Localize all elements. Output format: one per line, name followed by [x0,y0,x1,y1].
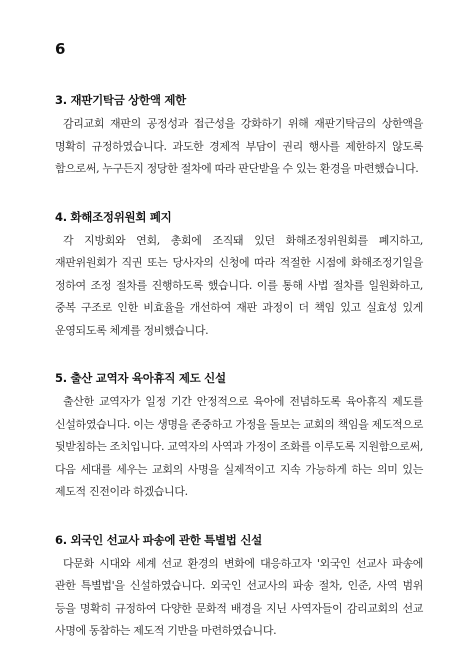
section-deposit-limit [55,92,423,181]
section-body: 다문화 시대와 세계 선교 환경의 변화에 대응하고자 '외국인 선교사 파송에 관한 특별법'을 신설하였습니다. 외국인 선교사의 파송 절차, 인준, 사역 범위 등을 명확히 규정하여 다양한 문화적 배경을 지닌 사역자들이 감리교회의 선교 사명에 동참하는 제도적 기반을 마련하였습니다. [55,556,423,637]
section-body: 각 지방회와 연회, 총회에 조직돼 있던 화해조정위원회를 폐지하고, 재판위원회가 직권 또는 당사자의 신청에 따라 적절한 시점에 화해조정기일을 정하여 조정 절차를 진행하도록 했습니다. 이를 통해 사법 절차를 일원화하고, 중복 구조로 인한 비효율을 개선하여 재판 과정이 더 책임 있고 실효성 있게 운영되도록 체계를 정비했습니다. [55,233,423,337]
document-content [55,92,423,671]
section-parental-leave [55,370,423,504]
section-heading: 4. 화해조정위원회 폐지 [55,209,172,224]
page-number: 6 [55,40,66,58]
section-body: 감리교회 재판의 공정성과 접근성을 강화하기 위해 재판기탁금의 상한액을 명확히 규정하였습니다. 과도한 경제적 부담이 권리 행사를 제한하지 않도록 함으로써, 누구든지 정당한 절차에 따라 판단받을 수 있는 환경을 마련했습니다. [55,117,423,175]
section-heading: 5. 출산 교역자 육아휴직 제도 신설 [55,371,226,385]
section-foreign-missionary-law [55,532,423,643]
section-body: 출산한 교역자가 일정 기간 안정적으로 육아에 전념하도록 육아휴직 제도를 신설하였습니다. 이는 생명을 존중하고 가정을 돌보는 교회의 책임을 제도적으로 뒷받침하는 조치입니다. 교역자의 사역과 가정이 조화를 이루도록 지원함으로써, 다음 세대를 세우는 교회의 사명을 실제적이고 지속 가능하게 하는 의미 있는 제도적 진전이라 하겠습니다. [55,395,423,498]
section-mediation-committee [55,209,423,343]
section-heading: 3. 재판기탁금 상한액 제한 [55,93,186,107]
section-heading: 6. 외국인 선교사 파송에 관한 특별법 신설 [55,532,262,547]
